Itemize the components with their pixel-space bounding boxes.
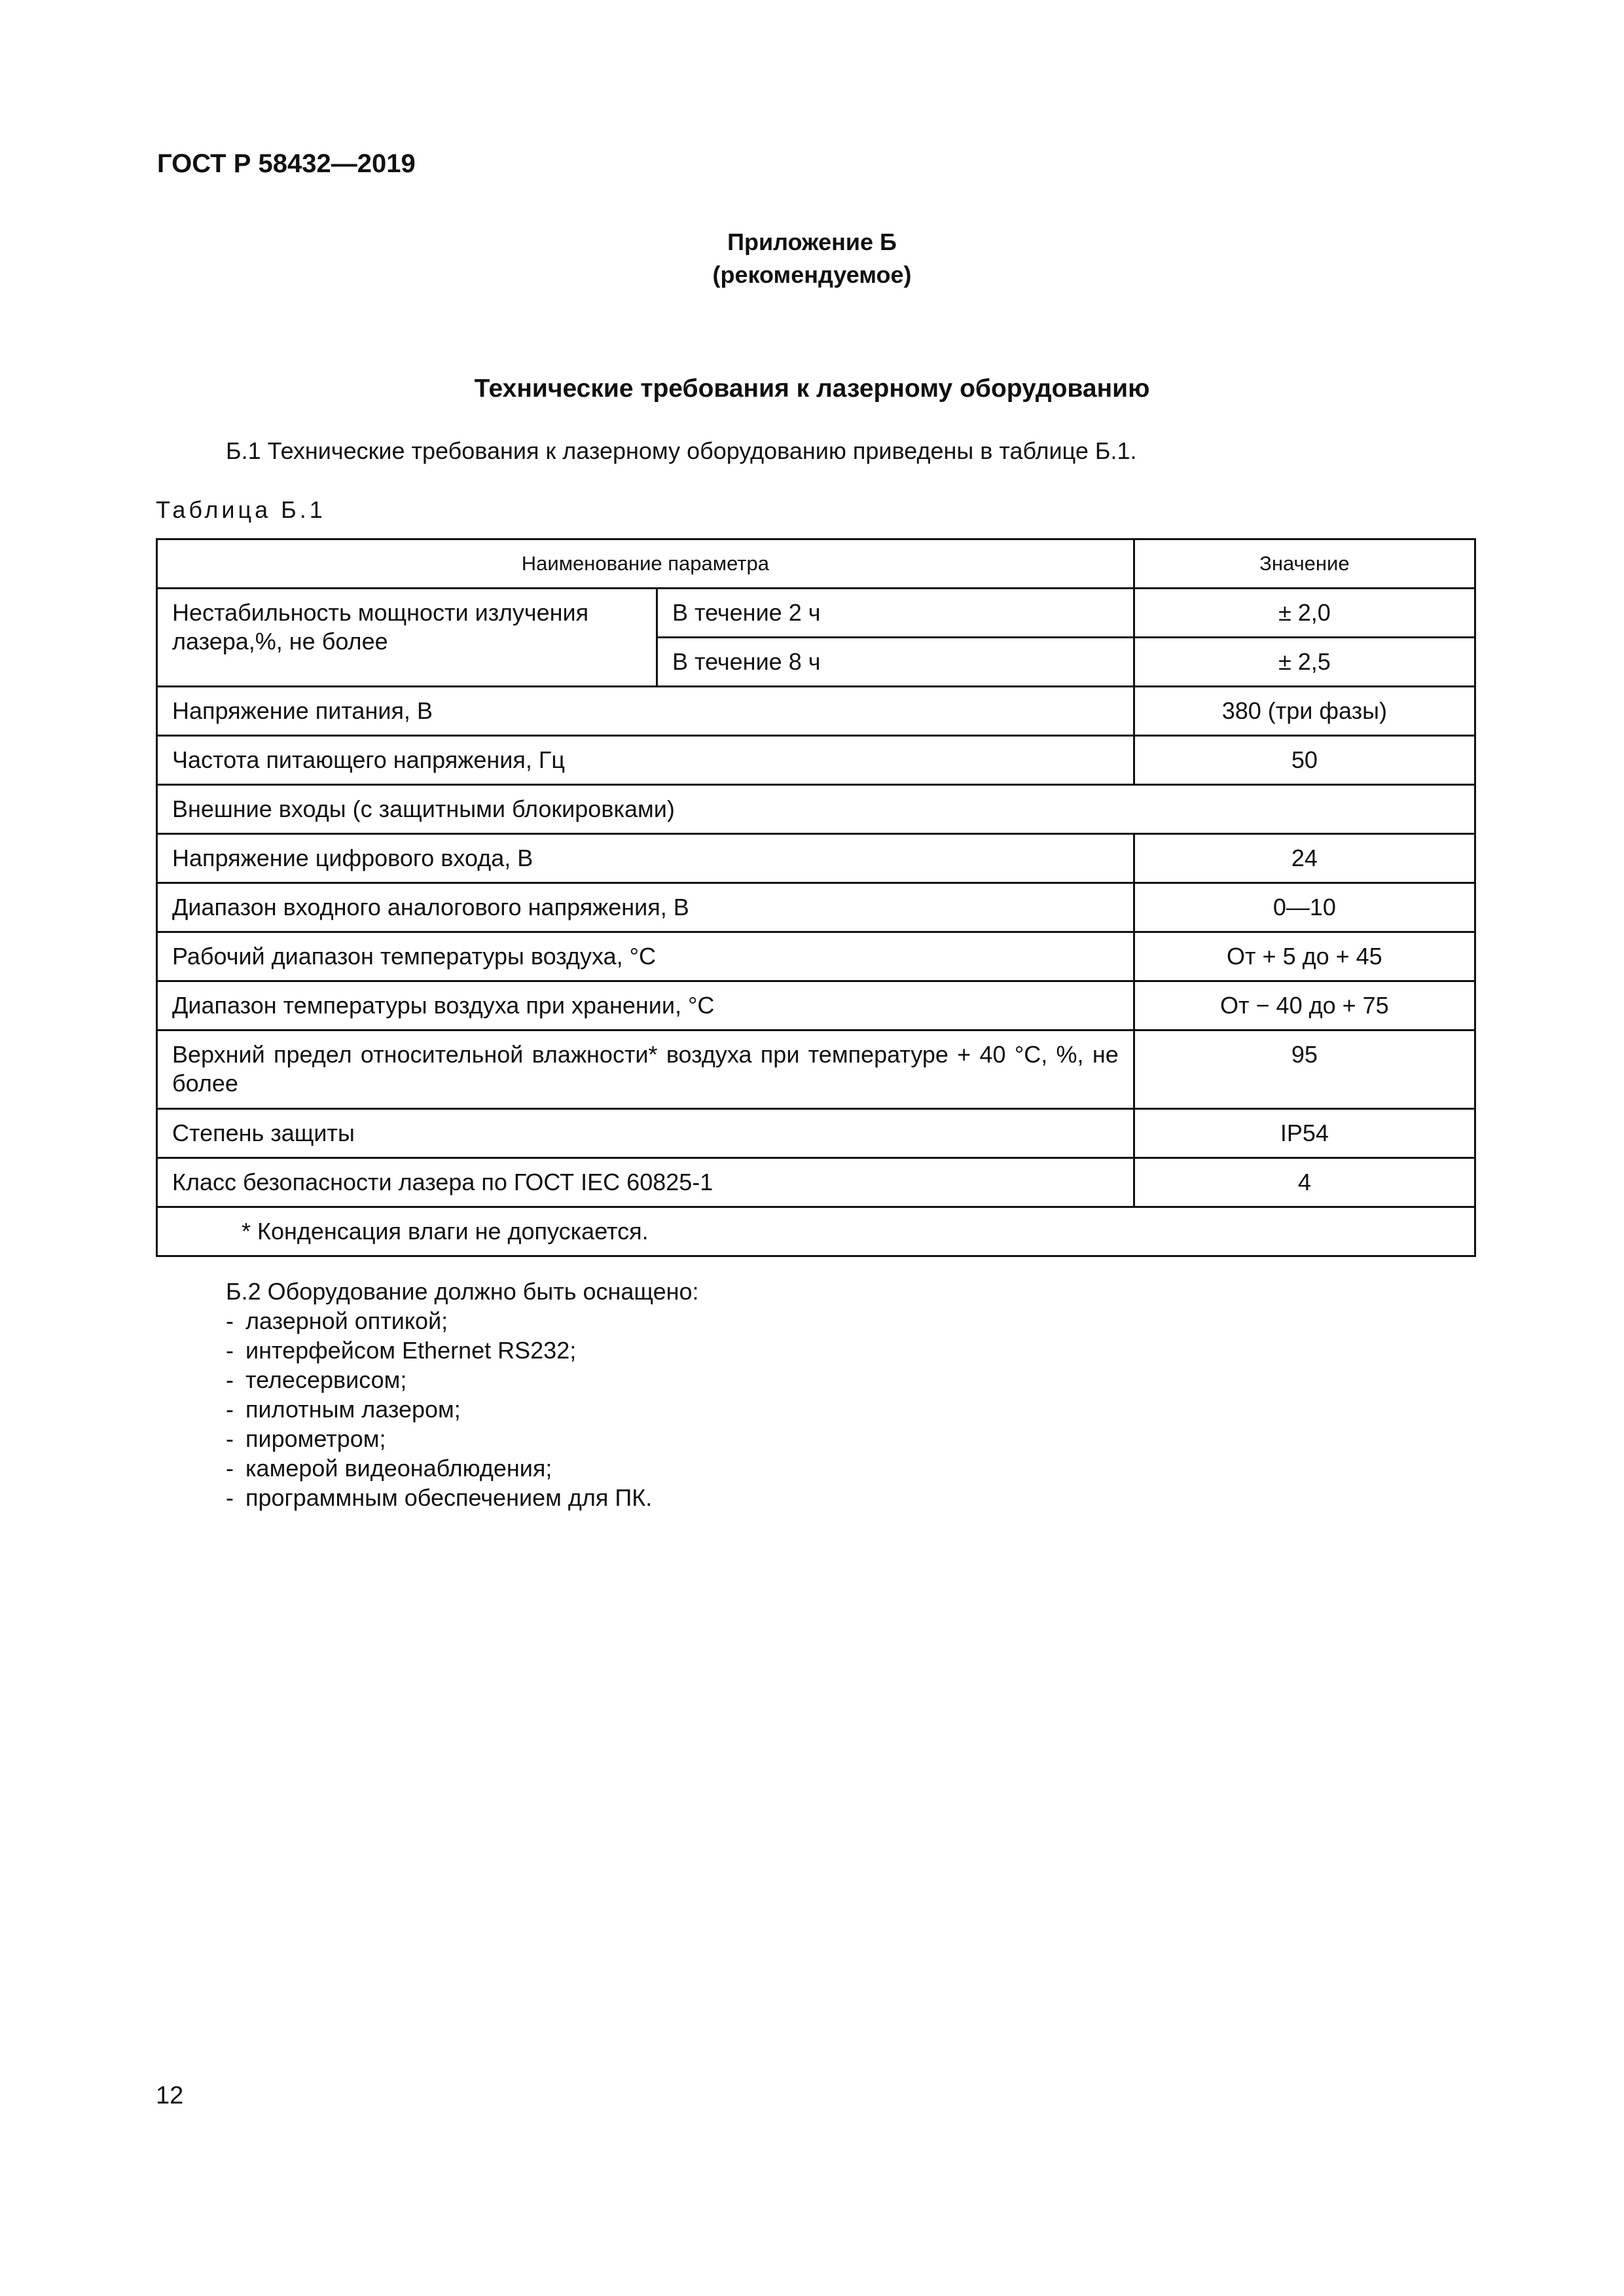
- param-name: Верхний предел относительной влажности* воздуха при температуре + 40 °С, %, не более: [157, 1030, 1134, 1109]
- annex-subtitle: (рекомендуемое): [712, 261, 912, 288]
- instability-name: Нестабильность мощности излучения лазера,%, не более: [157, 589, 657, 687]
- spec-table: [156, 538, 1476, 1257]
- table-label: Таблица Б.1: [156, 496, 326, 523]
- param-value: 24: [1134, 834, 1475, 883]
- document-code: ГОСТ Р 58432—2019: [157, 149, 416, 178]
- param-value: 95: [1134, 1030, 1475, 1109]
- table-row: [157, 1158, 1475, 1207]
- param-name: Частота питающего напряжения, Гц: [157, 736, 1134, 785]
- table-row: [157, 785, 1475, 834]
- table-row: [157, 981, 1475, 1030]
- param-value: 0—10: [1134, 883, 1475, 932]
- table-row: [157, 687, 1475, 736]
- param-name: Диапазон температуры воздуха при хранении, °С: [157, 981, 1134, 1030]
- list-item: - лазерной оптикой;: [226, 1307, 448, 1334]
- param-name: Напряжение цифрового входа, В: [157, 834, 1134, 883]
- instability-value: ± 2,5: [1134, 638, 1475, 687]
- param-value: IP54: [1134, 1109, 1475, 1158]
- param-name: Степень защиты: [157, 1109, 1134, 1158]
- table-header-row: [157, 539, 1475, 589]
- param-name: Класс безопасности лазера по ГОСТ IEC 60825-1: [157, 1158, 1134, 1207]
- external-inputs-heading: Внешние входы (с защитными блокировками): [157, 785, 1475, 834]
- param-value: 4: [1134, 1158, 1475, 1207]
- table-row: [157, 1109, 1475, 1158]
- list-item-text: пилотным лазером;: [245, 1396, 461, 1423]
- list-item: - программным обеспечением для ПК.: [226, 1484, 653, 1511]
- table-footnote: * Конденсация влаги не допускается.: [157, 1207, 1475, 1256]
- param-value: 50: [1134, 736, 1475, 785]
- list-item: - пилотным лазером;: [226, 1396, 461, 1423]
- instability-condition: В течение 2 ч: [657, 589, 1134, 638]
- list-item: - пирометром;: [226, 1425, 386, 1452]
- paragraph-b2: [226, 1277, 699, 1512]
- table-row: [157, 834, 1475, 883]
- equipment-list: [226, 1306, 699, 1512]
- table-row: [157, 1030, 1475, 1109]
- section-title: Технические требования к лазерному оборудованию: [474, 374, 1150, 403]
- list-item: - телесервисом;: [226, 1366, 407, 1393]
- header-value: Значение: [1134, 539, 1475, 589]
- annex-heading: [0, 226, 1624, 291]
- list-item-text: телесервисом;: [245, 1366, 407, 1393]
- table-row: [157, 589, 1475, 638]
- table-row: [157, 883, 1475, 932]
- paragraph-b1: Б.1 Технические требования к лазерному оборудованию приведены в таблице Б.1.: [226, 437, 1137, 464]
- paragraph-b2-intro: Б.2 Оборудование должно быть оснащено:: [226, 1278, 699, 1305]
- instability-condition: В течение 8 ч: [657, 638, 1134, 687]
- annex-title: Приложение Б: [727, 228, 897, 255]
- list-item-text: интерфейсом Ethernet RS232;: [245, 1337, 577, 1364]
- param-name: Рабочий диапазон температуры воздуха, °С: [157, 932, 1134, 981]
- list-item: - интерфейсом Ethernet RS232;: [226, 1337, 577, 1364]
- list-item-text: пирометром;: [245, 1425, 386, 1452]
- table-footnote-row: [157, 1207, 1475, 1256]
- table-row: [157, 736, 1475, 785]
- list-item-text: камерой видеонаблюдения;: [245, 1455, 552, 1482]
- param-name: Напряжение питания, В: [157, 687, 1134, 736]
- param-value: От − 40 до + 75: [1134, 981, 1475, 1030]
- table-row: [157, 932, 1475, 981]
- list-item-text: программным обеспечением для ПК.: [245, 1484, 653, 1511]
- list-item: - камерой видеонаблюдения;: [226, 1455, 552, 1482]
- list-item-text: лазерной оптикой;: [245, 1307, 448, 1334]
- param-value: От + 5 до + 45: [1134, 932, 1475, 981]
- param-value: 380 (три фазы): [1134, 687, 1475, 736]
- header-param: Наименование параметра: [157, 539, 1134, 589]
- page-number: 12: [156, 2082, 184, 2109]
- instability-value: ± 2,0: [1134, 589, 1475, 638]
- param-name: Диапазон входного аналогового напряжения, В: [157, 883, 1134, 932]
